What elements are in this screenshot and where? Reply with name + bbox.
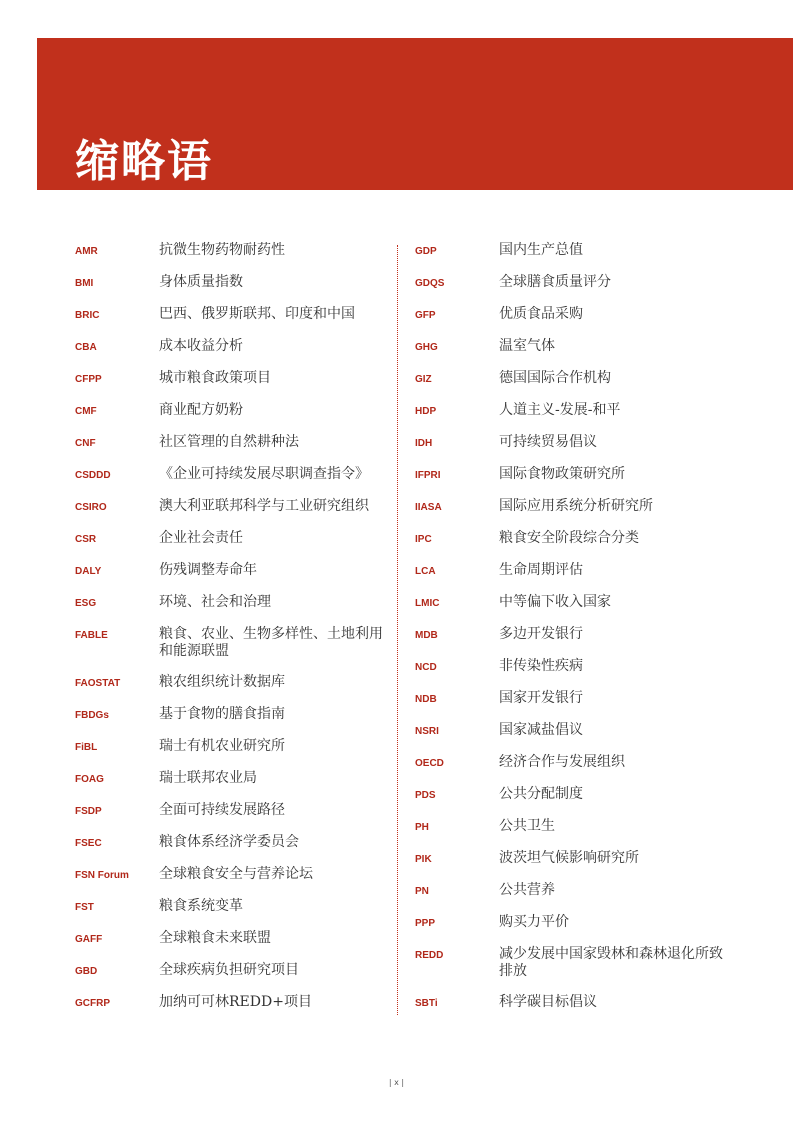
abbreviation-definition: 科学碳目标倡议 — [499, 994, 597, 1010]
abbreviation: GHG — [415, 342, 438, 353]
abbreviation: CSR — [75, 534, 97, 545]
abbreviation: FAOSTAT — [75, 678, 121, 689]
abbreviation-row — [415, 652, 735, 684]
abbreviation-row — [75, 956, 385, 988]
abbreviation-definition: 加纳可可林REDD+项目 — [159, 994, 312, 1010]
abbreviation-row — [415, 524, 735, 556]
abbreviation: GAFF — [75, 934, 103, 945]
abbreviation-definition: 多边开发银行 — [499, 626, 583, 642]
abbreviation-definition: 《企业可持续发展尽职调查指令》 — [159, 466, 369, 482]
abbreviation-row — [75, 892, 385, 924]
abbreviation-definition: 粮食、农业、生物多样性、土地利用和能源联盟 — [159, 626, 383, 659]
abbreviation: SBTi — [415, 998, 438, 1009]
abbreviation: FSEC — [75, 838, 102, 849]
column-divider — [397, 245, 398, 1015]
abbreviation-row — [415, 268, 735, 300]
abbreviation-row — [75, 524, 385, 556]
abbreviation-definition: 澳大利亚联邦科学与工业研究组织 — [159, 498, 369, 514]
abbreviation: AMR — [75, 246, 98, 257]
abbreviation-row — [75, 236, 385, 268]
abbreviation-row — [415, 716, 735, 748]
abbreviation-definition: 社区管理的自然耕种法 — [159, 434, 299, 450]
abbreviation-definition: 环境、社会和治理 — [159, 594, 271, 610]
abbreviation-row — [75, 828, 385, 860]
abbreviation-definition: 粮食安全阶段综合分类 — [499, 530, 639, 546]
abbreviation-row — [415, 876, 735, 908]
abbreviation-row — [415, 908, 735, 940]
abbreviation: GBD — [75, 966, 98, 977]
abbreviation: FABLE — [75, 630, 108, 641]
abbreviation-row — [75, 620, 385, 668]
abbreviation-row — [75, 924, 385, 956]
abbreviation-list-left — [75, 236, 385, 1020]
abbreviation-row — [415, 780, 735, 812]
abbreviation: OECD — [415, 758, 444, 769]
abbreviation-row — [75, 364, 385, 396]
abbreviation-row — [75, 300, 385, 332]
abbreviation-definition: 成本收益分析 — [159, 338, 243, 354]
abbreviation-row — [415, 684, 735, 716]
abbreviation: FOAG — [75, 774, 104, 785]
abbreviation-row — [75, 796, 385, 828]
abbreviation: FSDP — [75, 806, 102, 817]
abbreviation: BRIC — [75, 310, 100, 321]
abbreviation: GCFRP — [75, 998, 110, 1009]
page-number: | x | — [388, 1078, 405, 1087]
abbreviation: CSIRO — [75, 502, 107, 513]
abbreviation-definition: 生命周期评估 — [499, 562, 583, 578]
abbreviation-row — [415, 492, 735, 524]
abbreviation-definition: 非传染性疾病 — [499, 658, 583, 674]
abbreviation-row — [415, 428, 735, 460]
abbreviation: CMF — [75, 406, 97, 417]
abbreviation: LMIC — [415, 598, 440, 609]
abbreviation-row — [75, 988, 385, 1020]
abbreviation-definition: 国内生产总值 — [499, 242, 583, 258]
abbreviation: REDD — [415, 950, 444, 961]
abbreviation: GIZ — [415, 374, 432, 385]
abbreviation-definition: 瑞士联邦农业局 — [159, 770, 257, 786]
abbreviation: FST — [75, 902, 94, 913]
abbreviation: IDH — [415, 438, 433, 449]
abbreviation-row — [75, 460, 385, 492]
abbreviation: PIK — [415, 854, 432, 865]
abbreviation-definition: 粮食体系经济学委员会 — [159, 834, 299, 850]
page-title: 缩略语 — [75, 136, 213, 187]
abbreviation-definition: 瑞士有机农业研究所 — [159, 738, 285, 754]
abbreviation: GFP — [415, 310, 436, 321]
abbreviation-row — [75, 700, 385, 732]
abbreviation-row — [415, 364, 735, 396]
abbreviation-definition: 全球疾病负担研究项目 — [159, 962, 299, 978]
abbreviation-row — [75, 556, 385, 588]
abbreviation-row — [415, 988, 735, 1020]
abbreviation: GDQS — [415, 278, 445, 289]
abbreviation: IFPRI — [415, 470, 441, 481]
abbreviation-row — [75, 732, 385, 764]
abbreviation: FSN Forum — [75, 870, 129, 881]
abbreviation-row — [415, 812, 735, 844]
abbreviation: PN — [415, 886, 429, 897]
abbreviation-definition: 优质食品采购 — [499, 306, 583, 322]
abbreviation-definition: 德国国际合作机构 — [499, 370, 611, 386]
abbreviation-definition: 减少发展中国家毁林和森林退化所致排放 — [499, 946, 723, 979]
abbreviation-definition: 抗微生物药物耐药性 — [159, 242, 285, 258]
abbreviation: GDP — [415, 246, 437, 257]
abbreviation-row — [415, 396, 735, 428]
abbreviation-definition: 商业配方奶粉 — [159, 402, 243, 418]
abbreviation-definition: 经济合作与发展组织 — [499, 754, 625, 770]
abbreviation-row — [415, 940, 735, 988]
abbreviation-definition: 国家减盐倡议 — [499, 722, 583, 738]
abbreviation: FiBL — [75, 742, 98, 753]
abbreviation: NCD — [415, 662, 437, 673]
abbreviation-definition: 人道主义-发展-和平 — [499, 402, 621, 418]
abbreviation: CBA — [75, 342, 97, 353]
abbreviation: CNF — [75, 438, 96, 449]
abbreviation: BMI — [75, 278, 94, 289]
abbreviation-definition: 国家开发银行 — [499, 690, 583, 706]
abbreviation-row — [75, 860, 385, 892]
abbreviation-row — [415, 844, 735, 876]
abbreviation-definition: 公共营养 — [499, 882, 555, 898]
abbreviation-row — [415, 588, 735, 620]
abbreviation-row — [415, 300, 735, 332]
abbreviation: HDP — [415, 406, 437, 417]
abbreviation: CSDDD — [75, 470, 111, 481]
abbreviation-row — [75, 588, 385, 620]
abbreviation-row — [415, 748, 735, 780]
abbreviation-list-right — [415, 236, 735, 1020]
abbreviation-row — [415, 460, 735, 492]
abbreviation-row — [75, 428, 385, 460]
abbreviation-definition: 全面可持续发展路径 — [159, 802, 285, 818]
abbreviation-definition: 伤残调整寿命年 — [159, 562, 257, 578]
abbreviation-row — [75, 268, 385, 300]
abbreviation: FBDGs — [75, 710, 109, 721]
abbreviation-row — [415, 620, 735, 652]
abbreviation-definition: 身体质量指数 — [159, 274, 243, 290]
abbreviation-row — [415, 332, 735, 364]
abbreviation-row — [415, 236, 735, 268]
abbreviation: IIASA — [415, 502, 442, 513]
abbreviation-definition: 全球粮食安全与营养论坛 — [159, 866, 313, 882]
abbreviation-definition: 国际食物政策研究所 — [499, 466, 625, 482]
abbreviation-row — [75, 492, 385, 524]
abbreviation-row — [75, 764, 385, 796]
abbreviation-definition: 公共分配制度 — [499, 786, 583, 802]
abbreviation-definition: 全球膳食质量评分 — [499, 274, 611, 290]
abbreviation-row — [75, 332, 385, 364]
abbreviation-definition: 波茨坦气候影响研究所 — [499, 850, 639, 866]
abbreviation-definition: 城市粮食政策项目 — [159, 370, 271, 386]
abbreviation: PDS — [415, 790, 436, 801]
abbreviation-row — [75, 396, 385, 428]
abbreviation-definition: 可持续贸易倡议 — [499, 434, 597, 450]
abbreviation-row — [75, 668, 385, 700]
abbreviation: NSRI — [415, 726, 439, 737]
abbreviation: MDB — [415, 630, 438, 641]
abbreviation-row — [415, 556, 735, 588]
abbreviation-definition: 中等偏下收入国家 — [499, 594, 611, 610]
abbreviation: IPC — [415, 534, 432, 545]
abbreviation-definition: 温室气体 — [499, 338, 555, 354]
abbreviation: PPP — [415, 918, 436, 929]
abbreviation: NDB — [415, 694, 437, 705]
abbreviation: DALY — [75, 566, 102, 577]
abbreviation-definition: 全球粮食未来联盟 — [159, 930, 271, 946]
abbreviation: ESG — [75, 598, 97, 609]
abbreviation-definition: 企业社会责任 — [159, 530, 243, 546]
abbreviation: PH — [415, 822, 429, 833]
abbreviation-definition: 粮农组织统计数据库 — [159, 674, 285, 690]
title-banner — [37, 38, 793, 190]
abbreviation-definition: 基于食物的膳食指南 — [159, 706, 285, 722]
abbreviation-definition: 公共卫生 — [499, 818, 555, 834]
abbreviation-definition: 巴西、俄罗斯联邦、印度和中国 — [159, 306, 355, 322]
abbreviation-definition: 国际应用系统分析研究所 — [499, 498, 653, 514]
abbreviation-definition: 购买力平价 — [499, 914, 569, 930]
abbreviation: LCA — [415, 566, 436, 577]
abbreviation-definition: 粮食系统变革 — [159, 898, 243, 914]
abbreviation: CFPP — [75, 374, 102, 385]
